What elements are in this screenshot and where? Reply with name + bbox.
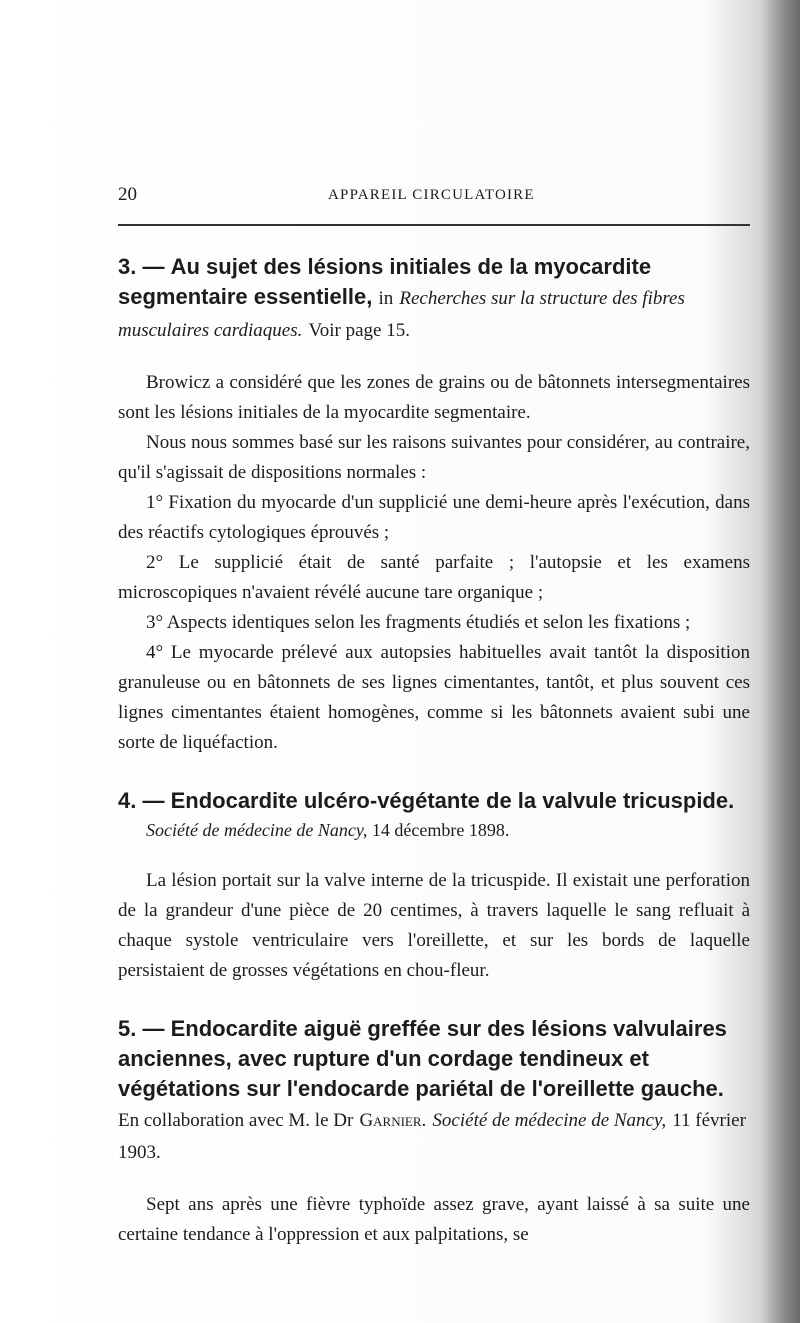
entry-3-heading	[118, 252, 750, 346]
entry-3-paragraph-3: 1° Fixation du myocarde d'un supplicié une demi-heure après l'exécution, dans des réactifs cytologiques éprouvés ;	[118, 492, 750, 543]
entry-5-paragraph-1: Sept ans après une fièvre typhoïde assez grave, ayant laissé à sa suite une certaine tendance à l'oppression et aux palpitations, se	[118, 1194, 750, 1245]
entry-4-society: Société de médecine de Nancy,	[146, 820, 368, 840]
entry-4-number: 4. —	[118, 788, 165, 813]
entry-3-title: Au sujet des lésions initiales de la myocardite segmentaire essentielle,	[118, 254, 652, 309]
entry-5-title: Endocardite aiguë greffée sur des lésions valvulaires anciennes, avec rupture d'un cordage tendineux et végétations sur l'endocarde pariétal de l'oreillette gauche.	[118, 1016, 727, 1101]
entry-5-collab: En collaboration avec M. le Dr	[118, 1110, 354, 1131]
page-header	[118, 180, 750, 210]
running-title: APPAREIL CIRCULATOIRE	[328, 187, 535, 203]
entry-4-paragraph-1: La lésion portait sur la valve interne de la tricuspide. Il existait une perforation de la grandeur d'une pièce de 20 centimes, à travers laquelle le sang refluait à chaque systole ventriculaire vers l'oreillette, et sur les bords de laquelle persistaient de grosses végétations en chou-fleur.	[118, 870, 750, 981]
entry-3-number: 3. —	[118, 254, 165, 279]
entry-3-reference: Voir page 15.	[308, 320, 410, 341]
entry-5-society: Société de médecine de Nancy,	[432, 1110, 667, 1131]
entry-4-date: 14 décembre 1898.	[371, 820, 510, 840]
entry-3	[118, 252, 750, 758]
entry-4	[118, 786, 750, 986]
entry-4-title: Endocardite ulcéro-végétante de la valvule tricuspide.	[170, 788, 735, 813]
page-content	[118, 252, 750, 1250]
entry-3-in: in	[378, 288, 394, 309]
entry-4-heading	[118, 786, 750, 816]
entry-3-paragraph-4: 2° Le supplicié était de santé parfaite ; l'autopsie et les examens microscopiques n'avaient révélé aucune tare organique ;	[118, 552, 750, 603]
entry-3-paragraph-2: Nous nous sommes basé sur les raisons suivantes pour considérer, au contraire, qu'il s'agissait de dispositions normales :	[118, 432, 750, 483]
header-rule	[118, 224, 750, 226]
entry-5-collab-name: Garnier.	[359, 1110, 427, 1131]
page-number: 20	[118, 184, 137, 205]
entry-5-date: 11 février 1903.	[118, 1110, 746, 1163]
entry-4-citation	[118, 816, 750, 844]
entry-5-number: 5. —	[118, 1016, 165, 1041]
entry-5-heading	[118, 1014, 750, 1168]
entry-3-source: Recherches sur la structure des fibres musculaires cardiaques.	[118, 288, 685, 341]
entry-3-paragraph-6: 4° Le myocarde prélevé aux autopsies habituelles avait tantôt la disposition granuleuse ou en bâtonnets de ses lignes cimentantes, tantôt, et plus souvent ces lignes cimentantes étaient homogènes, comme si les bâtonnets avaient subi une sorte de liquéfaction.	[118, 642, 750, 753]
entry-3-paragraph-5: 3° Aspects identiques selon les fragments étudiés et selon les fixations ;	[146, 612, 691, 633]
entry-5	[118, 1014, 750, 1250]
entry-3-paragraph-1: Browicz a considéré que les zones de grains ou de bâtonnets intersegmentaires sont les lésions initiales de la myocardite segmentaire.	[118, 372, 750, 423]
